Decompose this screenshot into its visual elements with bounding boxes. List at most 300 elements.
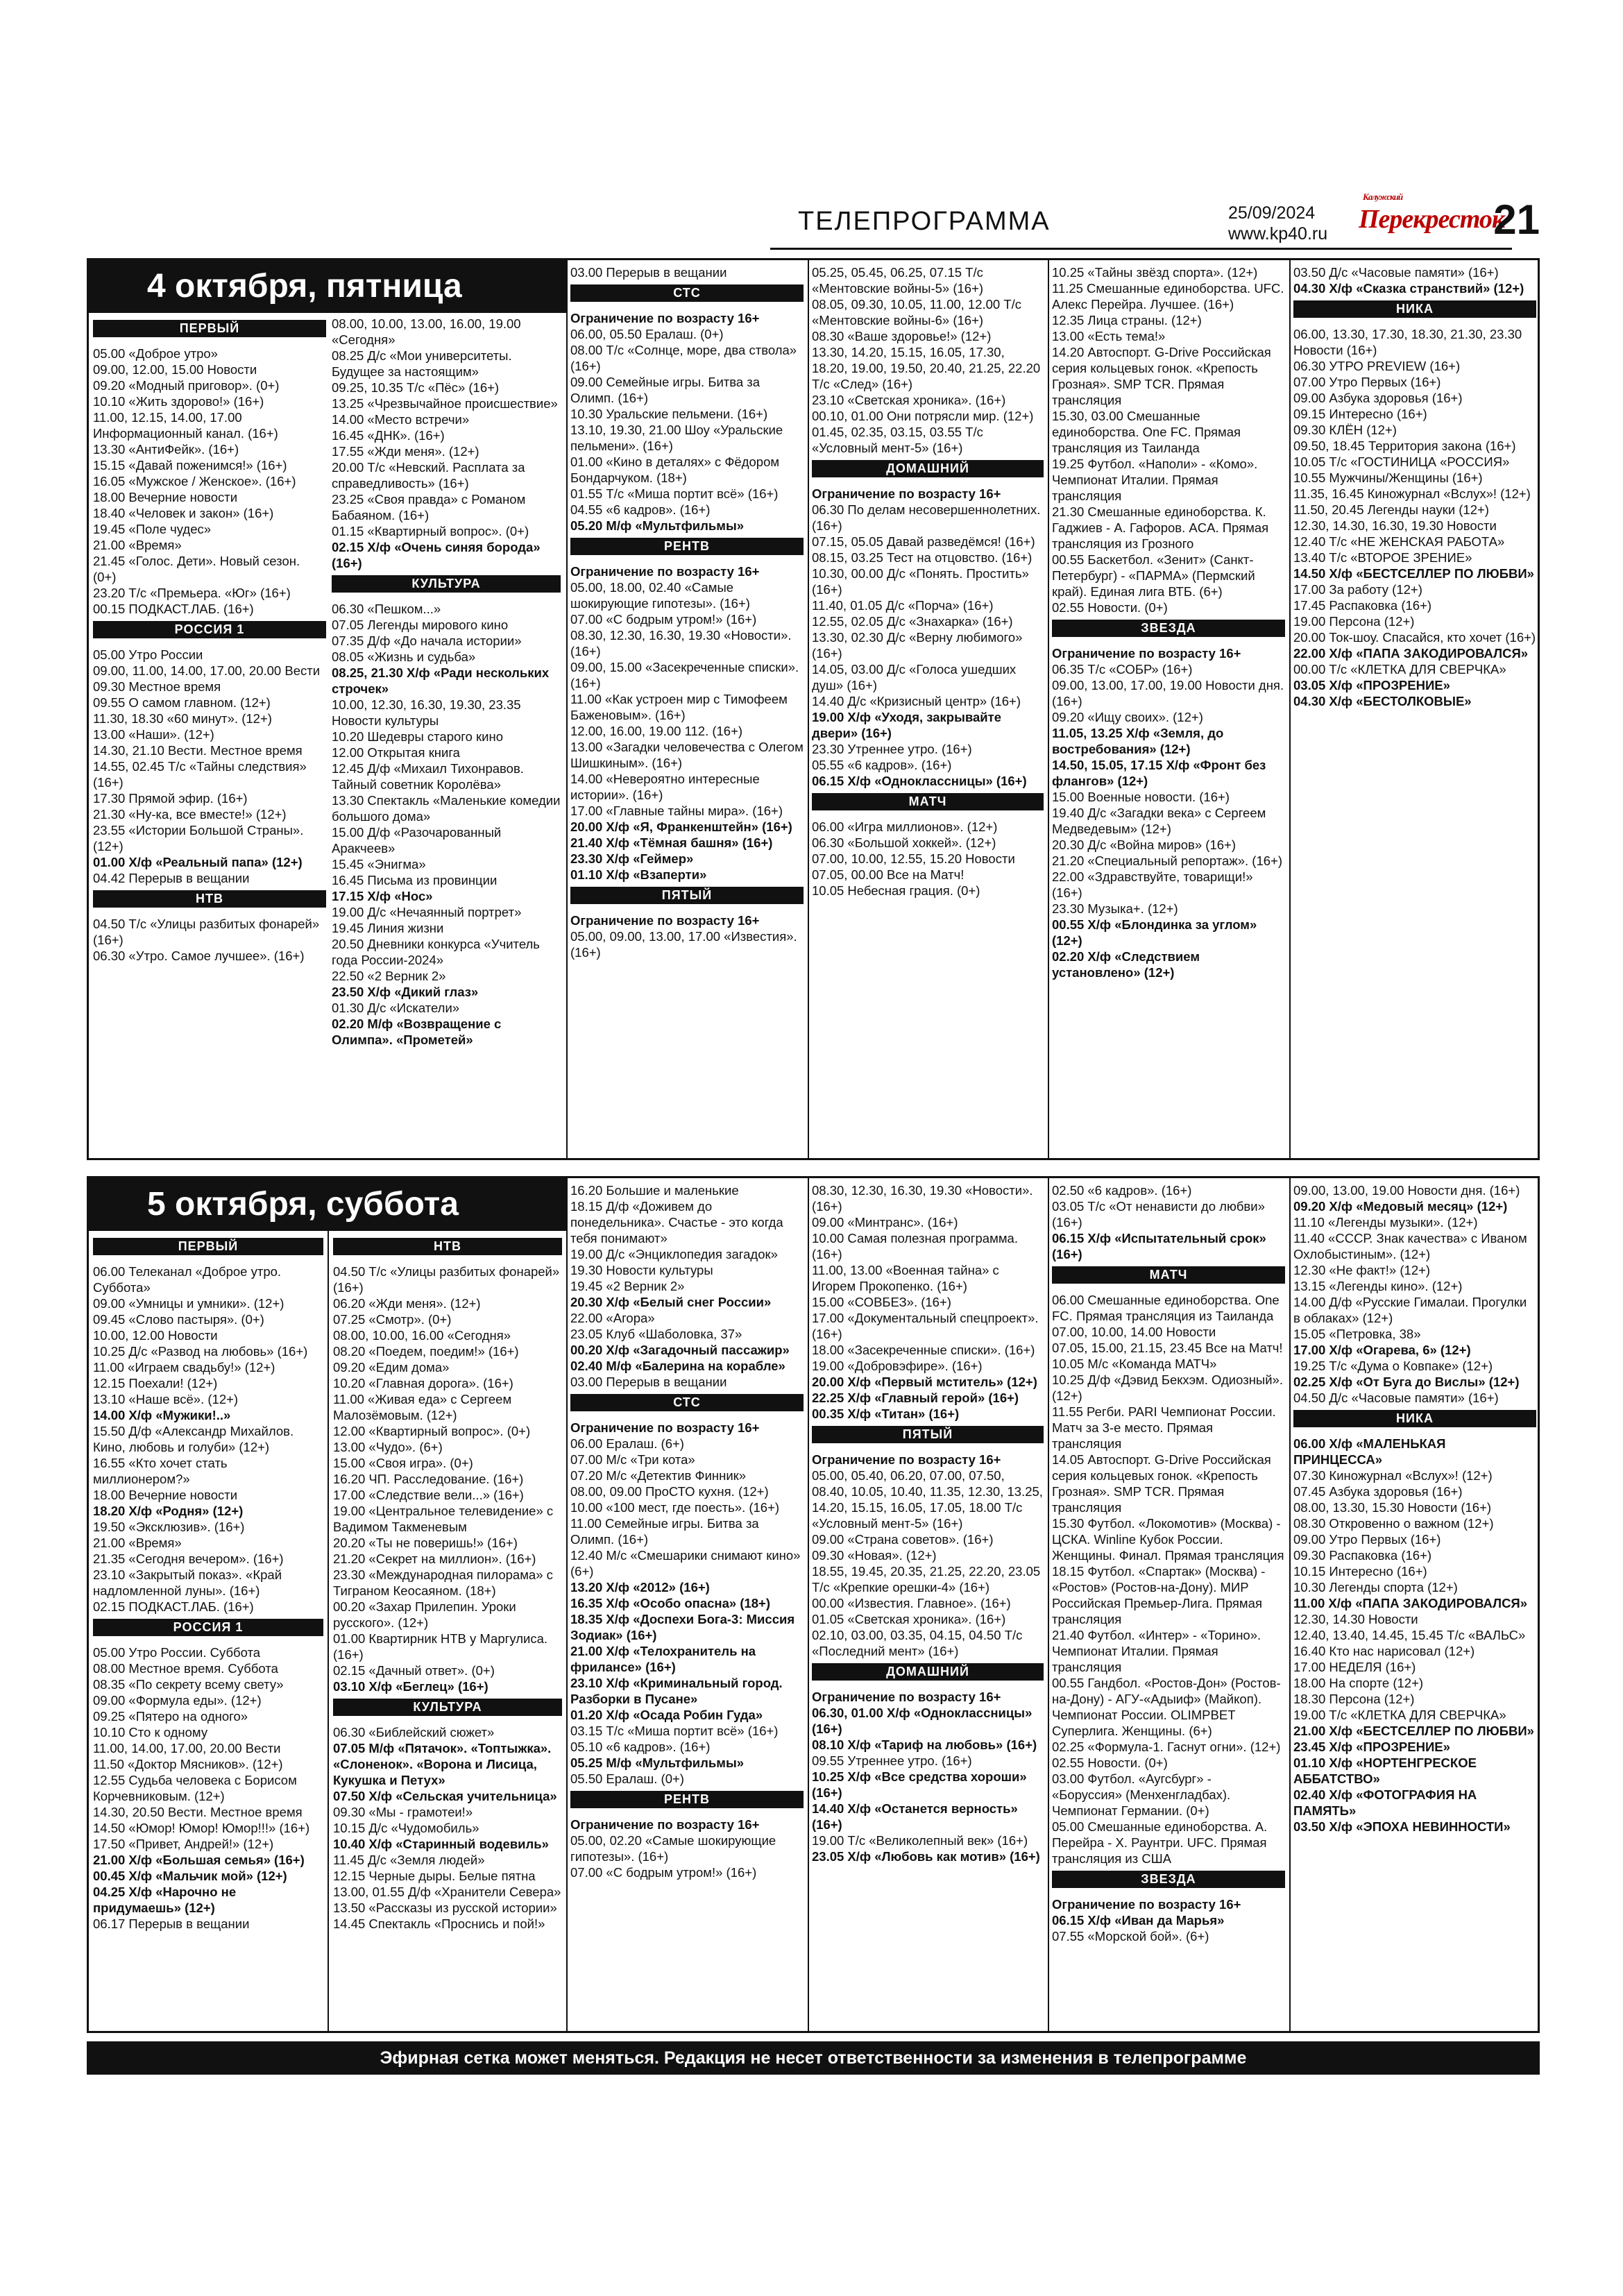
program-entry: 09.30 «Новая». (12+) <box>812 1548 937 1563</box>
program-entry: 11.00 Х/ф «ПАПА ЗАКОДИРОВАЛСЯ» <box>1293 1596 1528 1610</box>
site-url: www.kp40.ru <box>1228 224 1328 244</box>
program-entry: 20.00 Х/ф «Я, Франкенштейн» (16+) <box>570 819 792 834</box>
program-entry: 09.00 «Формула еды». (12+) <box>93 1693 262 1708</box>
program-entry: 07.45 Азбука здоровья (16+) <box>1293 1484 1463 1499</box>
program-entry: 04.50 Т/с «Улицы разбитых фонарей» (16+) <box>93 917 320 947</box>
program-entry: 06.00 Телеканал «Доброе утро. Суббота» <box>93 1264 282 1295</box>
program-entry: 02.40 Х/ф «ФОТОГРАФИЯ НА ПАМЯТЬ» <box>1293 1787 1477 1818</box>
program-entry: 01.05 «Светская хроника». (16+) <box>812 1612 1006 1626</box>
program-entry: 10.05 Небесная грация. (0+) <box>812 883 980 898</box>
logo-word: Перекресток <box>1359 205 1505 234</box>
program-entry: 11.00, 14.00, 17.00, 20.00 Вести <box>93 1741 281 1755</box>
program-entry: 08.30 Откровенно о важном (12+) <box>1293 1516 1494 1531</box>
program-entry: 06.15 Х/ф «Одноклассницы» (16+) <box>812 774 1027 788</box>
program-entry: 18.30 Персона (12+) <box>1293 1692 1415 1706</box>
program-entry: 14.05, 03.00 Д/с «Голоса ушедших душ» (16+) <box>812 662 1017 692</box>
program-entry: 11.45 Д/с «Земля людей» <box>333 1853 485 1867</box>
program-entry: 14.40 Х/ф «Останется верность» (16+) <box>812 1801 1018 1832</box>
program-entry: 14.00 Д/ф «Русские Гималаи. Прогулки в облаках» (12+) <box>1293 1295 1527 1325</box>
program-entry: 21.30 Смешанные единоборства. К. Гаджиев - А. Гафоров. ACA. Прямая трансляция из Грозного <box>1052 504 1269 551</box>
program-entry: 08.15, 03.25 Тест на отцовство. (16+) <box>812 550 1033 565</box>
program-entry: 13.10, 19.30, 21.00 Шоу «Уральские пельмени». (16+) <box>570 423 783 453</box>
program-entry: 13.00 «Есть тема!» <box>1052 329 1166 343</box>
program-entry: 20.00 Т/с «Невский. Расплата за справедливость» (16+) <box>332 460 525 491</box>
program-entry: 09.30 Распаковка (16+) <box>1293 1548 1432 1563</box>
channel-header: НИКА <box>1293 1410 1536 1427</box>
program-entry: 19.45 «2 Верник 2» <box>570 1279 685 1293</box>
day1-column-4 <box>812 264 1044 1157</box>
program-entry: Ограничение по возрасту 16+ <box>1052 646 1241 661</box>
channel-header: РОССИЯ 1 <box>93 621 326 638</box>
program-entry: 17.00 «Следствие вели...» (16+) <box>333 1488 524 1502</box>
program-entry: 11.00, 13.00 «Военная тайна» с Игорем Прокопенко. (16+) <box>812 1263 999 1293</box>
program-entry: 07.55 «Морской бой». (6+) <box>1052 1929 1209 1944</box>
program-entry: 03.05 Т/с «От ненависти до любви» (16+) <box>1052 1199 1265 1230</box>
program-entry: 06.30, 01.00 Х/ф «Одноклассницы» (16+) <box>812 1706 1033 1736</box>
program-entry: 09.55 Утреннее утро. (16+) <box>812 1753 972 1768</box>
day-band-friday <box>87 258 1540 1160</box>
program-entry: 11.00 Семейные игры. Битва за Олимп. (16+) <box>570 1516 759 1547</box>
program-entry: 19.40 Д/с «Загадки века» с Сергеем Медведевым» (12+) <box>1052 806 1266 836</box>
program-entry: 07.00 «С бодрым утром!» (16+) <box>570 612 757 627</box>
program-entry: 17.00 НЕДЕЛЯ (16+) <box>1293 1660 1416 1674</box>
program-entry: 06.15 Х/ф «Иван да Марья» <box>1052 1913 1225 1928</box>
program-entry: 16.20 Большие и маленькие <box>570 1183 739 1198</box>
program-entry: 06.00 Смешанные единоборства. One FC. Прямая трансляция из Таиланда <box>1052 1293 1280 1323</box>
program-entry: 02.40 М/ф «Балерина на корабле» <box>570 1359 785 1373</box>
program-entry: 03.00 Перерыв в вещании <box>570 265 727 280</box>
program-entry: 09.00, 13.00, 19.00 Новости дня. (16+) <box>1293 1183 1520 1198</box>
program-entry: 02.55 Новости. (0+) <box>1052 1755 1168 1770</box>
program-entry: 14.05 Автоспорт. G-Drive Российская серия кольцевых гонок. «Крепость Грозная». SMP TCR. Прямая трансляция <box>1052 1452 1271 1515</box>
program-entry: 15.00 Военные новости. (16+) <box>1052 790 1230 804</box>
issue-date-and-site <box>1228 203 1327 244</box>
program-entry: 11.05, 13.25 Х/ф «Земля, до востребования» (12+) <box>1052 726 1224 756</box>
program-entry: 06.00, 05.50 Ералаш. (0+) <box>570 327 724 341</box>
program-entry: 19.50 «Эксклюзив». (16+) <box>93 1520 245 1534</box>
program-entry: 04.50 Т/с «Улицы разбитых фонарей» (16+) <box>333 1264 560 1295</box>
program-entry: 13.50 «Рассказы из русской истории» <box>333 1900 557 1915</box>
program-entry: 03.15 Т/с «Миша портит всё» (16+) <box>570 1724 779 1738</box>
program-entry: 08.30 «Ваше здоровье!» (12+) <box>812 329 992 343</box>
program-entry: 13.00 «Чудо». (6+) <box>333 1440 443 1454</box>
program-entry: 20.00 Х/ф «Первый мститель» (12+) <box>812 1375 1037 1389</box>
day2-column-3 <box>570 1182 804 2030</box>
program-entry: 09.50, 18.45 Территория закона (16+) <box>1293 439 1516 453</box>
program-entry: 08.25 Д/с «Мои университеты. Будущее за настоящим» <box>332 348 512 379</box>
header-rule <box>770 248 1512 250</box>
program-entry: 13.00, 01.55 Д/ф «Хранители Севера» <box>333 1885 561 1899</box>
program-entry: 23.30 Х/ф «Геймер» <box>570 851 694 866</box>
program-entry: 02.50 «6 кадров». (16+) <box>1052 1183 1192 1198</box>
program-entry: 09.00, 15.00 «Засекреченные списки». (16+) <box>570 660 799 690</box>
day2-column-6 <box>1293 1182 1536 2030</box>
program-entry: 14.45 Спектакль «Проснись и пой!» <box>333 1916 545 1931</box>
program-entry: 09.20 Х/ф «Медовый месяц» (12+) <box>1293 1199 1508 1214</box>
program-entry: 07.35 Д/ф «До начала истории» <box>332 633 522 648</box>
program-entry: 04.42 Перерыв в вещании <box>93 871 250 885</box>
program-entry: 09.00 «Страна советов». (16+) <box>812 1532 994 1547</box>
program-entry: Ограничение по возрасту 16+ <box>570 1420 760 1435</box>
program-entry: 06.00 Х/ф «МАЛЕНЬКАЯ ПРИНЦЕССА» <box>1293 1436 1446 1467</box>
program-entry: 06.30 «Утро. Самое лучшее». (16+) <box>93 949 305 963</box>
program-entry: 22.50 «2 Верник 2» <box>332 969 446 983</box>
program-entry: 01.55 Т/с «Миша портит всё» (16+) <box>570 486 779 501</box>
program-entry: 18.00 На спорте (12+) <box>1293 1676 1424 1690</box>
program-entry: 00.55 Гандбол. «Ростов-Дон» (Ростов-на-Дону) - АГУ-«Адыиф» (Майкоп). Чемпионат России. OLIMPBET Суперлига. Женщины. (6+) <box>1052 1676 1281 1738</box>
program-entry: 09.00 «Умницы и умники». (12+) <box>93 1296 284 1311</box>
program-entry: 00.00 «Известия. Главное». (16+) <box>812 1596 1011 1610</box>
program-entry: 07.50 Х/ф «Сельская учительница» <box>333 1789 557 1803</box>
program-entry: 09.00, 11.00, 14.00, 17.00, 20.00 Вести <box>93 663 321 678</box>
program-entry: 23.30 «Международная пилорама» с Тиграном Кеосаяном. (18+) <box>333 1567 553 1598</box>
program-entry: 05.10 «6 кадров». (16+) <box>570 1740 711 1754</box>
program-entry: 21.20 «Специальный репортаж». (16+) <box>1052 853 1282 868</box>
program-entry: 10.00 Самая полезная программа. (16+) <box>812 1231 1018 1261</box>
program-entry: Ограничение по возрасту 16+ <box>812 1452 1001 1467</box>
program-entry: 22.00 Х/ф «ПАПА ЗАКОДИРОВАЛСЯ» <box>1293 646 1529 661</box>
channel-header: НТВ <box>333 1238 562 1255</box>
program-entry: 05.00, 05.40, 06.20, 07.00, 07.50, 08.40, 10.05, 10.40, 11.35, 12.30, 13.25, 14.20, 15.15, 16.05, 17.05, 18.00 Т/с «Условный мент-5» (16+) <box>812 1468 1043 1531</box>
program-entry: 15.00 «СОВБЕЗ». (16+) <box>812 1295 951 1309</box>
program-entry: 01.10 Х/ф «Взаперти» <box>570 867 707 882</box>
program-entry: 23.45 Х/ф «ПРОЗРЕНИЕ» <box>1293 1740 1450 1754</box>
program-entry: 17.50 «Привет, Андрей!» (12+) <box>93 1837 274 1851</box>
program-entry: 01.00 Х/ф «Реальный папа» (12+) <box>93 855 303 869</box>
program-entry: 08.00 Т/с «Солнце, море, два ствола» (16+) <box>570 343 797 373</box>
program-entry: 05.00 Утро России <box>93 647 203 662</box>
program-entry: 07.05 М/ф «Пятачок». «Топтыжка». «Слоненок». «Ворона и Лисица, Кукушка и Петух» <box>333 1741 552 1787</box>
program-entry: 21.20 «Секрет на миллион». (16+) <box>333 1551 536 1566</box>
program-entry: 09.00, 13.00, 17.00, 19.00 Новости дня. (16+) <box>1052 678 1284 708</box>
day2-column-2 <box>333 1234 562 2030</box>
program-entry: 04.30 Х/ф «Сказка странствий» (12+) <box>1293 281 1524 296</box>
program-entry: 06.30 «Большой хоккей». (12+) <box>812 835 996 850</box>
program-entry: Ограничение по возрасту 16+ <box>812 1690 1001 1704</box>
channel-header: МАТЧ <box>812 793 1044 810</box>
program-entry: 10.05 Т/с «ГОСТИНИЦА «РОССИЯ» <box>1293 454 1510 469</box>
program-entry: 02.15 Х/ф «Очень синяя борода» (16+) <box>332 540 541 570</box>
program-entry: 01.10 Х/ф «НОРТЕНГРЕСКОЕ АББАТСТВО» <box>1293 1755 1477 1786</box>
program-entry: 10.25 Д/ф «Дэвид Бекхэм. Одиозный». (12+) <box>1052 1372 1283 1403</box>
program-entry: 10.30 Легенды спорта (12+) <box>1293 1580 1458 1595</box>
program-entry: 09.25 «Пятеро на одного» <box>93 1709 248 1724</box>
program-entry: 09.30 «Мы - грамотеи!» <box>333 1805 473 1819</box>
program-entry: 15.00 Д/ф «Разочарованный Аракчеев» <box>332 825 502 856</box>
day1-column-1 <box>93 316 326 1157</box>
program-entry: 21.30 «Ну-ка, все вместе!» (12+) <box>93 807 287 822</box>
program-entry: 13.40 Т/с «ВТОРОЕ ЗРЕНИЕ» <box>1293 550 1472 565</box>
program-entry: 18.35 Х/ф «Доспехи Бога-3: Миссия Зодиак» (16+) <box>570 1612 795 1642</box>
day-title-saturday: 5 октября, суббота <box>89 1178 566 1231</box>
program-entry: 14.30, 20.50 Вести. Местное время <box>93 1805 303 1819</box>
program-entry: 21.45 «Голос. Дети». Новый сезон. (0+) <box>93 554 300 584</box>
program-entry: 21.00 Х/ф «БЕСТСЕЛЛЕР ПО ЛЮБВИ» <box>1293 1724 1534 1738</box>
program-entry: Ограничение по возрасту 16+ <box>570 311 760 325</box>
day1-column-3 <box>570 264 804 1157</box>
section-title: ТЕЛЕПРОГРАММА <box>798 207 1051 236</box>
program-entry: 05.00 Утро России. Суббота <box>93 1645 261 1660</box>
program-entry: 17.45 Распаковка (16+) <box>1293 598 1432 613</box>
channel-header: ПЕРВЫЙ <box>93 320 326 337</box>
program-entry: 12.55 Судьба человека с Борисом Корчевниковым. (12+) <box>93 1773 297 1803</box>
program-entry: 10.15 Д/с «Чудомобиль» <box>333 1821 479 1835</box>
program-entry: 10.15 Интересно (16+) <box>1293 1564 1427 1579</box>
program-entry: 03.50 Х/ф «ЭПОХА НЕВИННОСТИ» <box>1293 1819 1511 1834</box>
program-entry: 16.45 «ДНК». (16+) <box>332 428 445 443</box>
program-entry: 21.00 Х/ф «Телохранитель на фрилансе» (16+) <box>570 1644 756 1674</box>
program-entry: 04.30 Х/ф «БЕСТОЛКОВЫЕ» <box>1293 694 1472 708</box>
program-entry: 09.00 «Минтранс». (16+) <box>812 1215 958 1230</box>
program-entry: 02.10, 03.00, 03.35, 04.15, 04.50 Т/с «Последний мент» (16+) <box>812 1628 1023 1658</box>
program-entry: 23.20 Т/с «Премьера. «Юг» (16+) <box>93 586 291 600</box>
program-entry: 14.50 Х/ф «БЕСТСЕЛЛЕР ПО ЛЮБВИ» <box>1293 566 1534 581</box>
program-entry: 12.00 «Квартирный вопрос». (0+) <box>333 1424 531 1438</box>
program-entry: 18.15 Футбол. «Спартак» (Москва) - «Ростов» (Ростов-на-Дону). МИР Российская Премьер-Лига. Прямая трансляция <box>1052 1564 1266 1626</box>
program-entry: 11.30, 18.30 «60 минут». (12+) <box>93 711 272 726</box>
program-entry: 04.25 Х/ф «Нарочно не придумаешь» (12+) <box>93 1885 237 1915</box>
program-entry: 15.05 «Петровка, 38» <box>1293 1327 1421 1341</box>
program-entry: 09.00, 12.00, 15.00 Новости <box>93 362 257 377</box>
program-entry: 08.35 «По секрету всему свету» <box>93 1677 284 1692</box>
program-entry: 13.25 «Чрезвычайное происшествие» <box>332 396 558 411</box>
program-entry: 22.25 Х/ф «Главный герой» (16+) <box>812 1391 1019 1405</box>
program-entry: 02.55 Новости. (0+) <box>1052 600 1168 615</box>
program-entry: 10.20 Шедевры старого кино <box>332 729 503 744</box>
program-entry: 13.30 Спектакль «Маленькие комедии большого дома» <box>332 793 561 824</box>
program-entry: 07.00 Утро Первых (16+) <box>1293 375 1441 389</box>
program-entry: 11.50 «Доктор Мясников». (12+) <box>93 1757 283 1771</box>
program-entry: 16.45 Письма из провинции <box>332 873 498 887</box>
program-entry: 19.00 «Центральное телевидение» с Вадимом Такменевым <box>333 1504 554 1534</box>
program-entry: 07.30 Киножурнал «Вслух»! (12+) <box>1293 1468 1493 1483</box>
program-entry: 08.10 Х/ф «Тариф на любовь» (16+) <box>812 1737 1037 1752</box>
program-entry: 06.30 По делам несовершеннолетних. (16+) <box>812 502 1041 533</box>
program-entry: 19.00 Д/с «Нечаянный портрет» <box>332 905 522 919</box>
program-entry: 00.10, 01.00 Они потрясли мир. (12+) <box>812 409 1034 423</box>
program-entry: 11.25 Смешанные единоборства. UFC. Алекс Перейра. Лучшее. (16+) <box>1052 281 1284 312</box>
channel-header: КУЛЬТУРА <box>332 575 561 593</box>
program-entry: 20.00 Ток-шоу. Спасайся, кто хочет (16+) <box>1293 630 1536 645</box>
program-entry: 10.00 «100 мест, где поесть». (16+) <box>570 1500 780 1515</box>
program-entry: 08.30, 12.30, 16.30, 19.30 «Новости». (16+) <box>812 1183 1033 1214</box>
program-entry: 23.50 Х/ф «Дикий глаз» <box>332 985 479 999</box>
program-entry: 17.00 Х/ф «Огарева, 6» (12+) <box>1293 1343 1471 1357</box>
program-entry: 16.55 «Кто хочет стать миллионером?» <box>93 1456 228 1486</box>
program-entry: 13.30, 14.20, 15.15, 16.05, 17.30, 18.20, 19.00, 19.50, 20.40, 21.25, 22.20 Т/с «След» (16+) <box>812 345 1041 391</box>
program-entry: 12.00, 16.00, 19.00 112. (16+) <box>570 724 743 738</box>
program-entry: 10.00, 12.00 Новости <box>93 1328 218 1343</box>
program-entry: 08.05, 09.30, 10.05, 11.00, 12.00 Т/с «Ментовские войны-6» (16+) <box>812 297 1022 328</box>
program-entry: 01.30 Д/с «Искатели» <box>332 1001 460 1015</box>
program-entry: Информационный канал. (16+) <box>93 426 278 441</box>
program-entry: 21.40 Футбол. «Интер» - «Торино». Чемпионат Италии. Прямая трансляция <box>1052 1628 1261 1674</box>
program-entry: 06.30 «Пешком...» <box>332 602 441 616</box>
program-entry: 01.20 Х/ф «Осада Робин Гуда» <box>570 1708 763 1722</box>
program-entry: 10.25 Д/с «Развод на любовь» (16+) <box>93 1344 308 1359</box>
day2-column-4 <box>812 1182 1044 2030</box>
program-entry: 10.40 Х/ф «Старинный водевиль» <box>333 1837 549 1851</box>
program-entry: 09.30 Местное время <box>93 679 221 694</box>
program-entry: 07.00 «С бодрым утром!» (16+) <box>570 1865 757 1880</box>
program-entry: 19.00 Т/с «Великолепный век» (16+) <box>812 1833 1028 1848</box>
program-entry: 10.30, 00.00 Д/с «Понять. Простить» (16+) <box>812 566 1029 597</box>
program-entry: 17.55 «Жди меня». (12+) <box>332 444 479 459</box>
program-entry: 22.00 «Здравствуйте, товарищи!» (16+) <box>1052 869 1253 900</box>
program-entry: 04.50 Д/с «Часовые памяти» (16+) <box>1293 1391 1499 1405</box>
program-entry: 05.00, 18.00, 02.40 «Самые шокирующие гипотезы». (16+) <box>570 580 750 611</box>
program-entry: 13.00 «Загадки человечества с Олегом Шишкиным». (16+) <box>570 740 804 770</box>
program-entry: 05.25, 05.45, 06.25, 07.15 Т/с «Ментовские войны-5» (16+) <box>812 265 984 296</box>
program-entry: 23.10 Х/ф «Криминальный город. Разборки в Пусане» <box>570 1676 783 1706</box>
program-entry: 07.00, 10.00, 14.00 Новости <box>1052 1325 1216 1339</box>
program-entry: 14.50, 15.05, 17.15 Х/ф «Фронт без флангов» (12+) <box>1052 758 1266 788</box>
program-entry: 03.50 Д/с «Часовые памяти» (16+) <box>1293 265 1499 280</box>
program-entry: 11.40, 01.05 Д/с «Порча» (16+) <box>812 598 994 613</box>
channel-header: НИКА <box>1293 300 1536 318</box>
program-entry: 19.30 Новости культуры <box>570 1263 713 1277</box>
program-entry: 16.40 Кто нас нарисовал (12+) <box>1293 1644 1475 1658</box>
program-entry: 02.25 «Формула-1. Гаснут огни». (12+) <box>1052 1740 1281 1754</box>
program-entry: 05.55 «6 кадров». (16+) <box>812 758 952 772</box>
program-entry: 10.05 М/с «Команда МАТЧ» <box>1052 1357 1217 1371</box>
day-title-friday: 4 октября, пятница <box>89 260 566 313</box>
program-entry: 20.30 Д/с «Война миров» (16+) <box>1052 837 1236 852</box>
program-entry: 18.15 Д/ф «Доживем до понедельника». Счастье - это когда тебя понимают» <box>570 1199 783 1245</box>
channel-header: СТС <box>570 284 804 302</box>
program-entry: 09.20 «Едим дома» <box>333 1360 450 1375</box>
program-entry: 10.30 Уральские пельмени. (16+) <box>570 407 768 421</box>
program-entry: 06.00, 13.30, 17.30, 18.30, 21.30, 23.30 Новости (16+) <box>1293 327 1522 357</box>
program-entry: 00.55 Х/ф «Блондинка за углом» (12+) <box>1052 917 1257 948</box>
program-entry: 14.40 Д/с «Кризисный центр» (16+) <box>812 694 1021 708</box>
program-entry: 03.05 Х/ф «ПРОЗРЕНИЕ» <box>1293 678 1450 692</box>
program-entry: Ограничение по возрасту 16+ <box>812 486 1001 501</box>
program-entry: 16.20 ЧП. Расследование. (16+) <box>333 1472 524 1486</box>
program-entry: 01.00 Квартирник НТВ у Маргулиса. (16+) <box>333 1631 548 1662</box>
program-entry: 14.55, 02.45 Т/с «Тайны следствия» (16+) <box>93 759 307 790</box>
program-entry: 05.20 М/ф «Мультфильмы» <box>570 518 745 533</box>
program-entry: 23.05 Х/ф «Любовь как мотив» (16+) <box>812 1849 1040 1864</box>
program-entry: 13.20 Х/ф «2012» (16+) <box>570 1580 710 1595</box>
program-entry: 18.00 Вечерние новости <box>93 1488 238 1502</box>
program-entry: Ограничение по возрасту 16+ <box>570 1817 760 1832</box>
program-entry: 15.30 Футбол. «Локомотив» (Москва) - ЦСКА. Winline Кубок России. Женщины. Финал. Прямая трансляция <box>1052 1516 1284 1563</box>
program-entry: 23.25 «Своя правда» с Романом Бабаяном. (16+) <box>332 492 526 522</box>
program-entry: 12.45 Д/ф «Михаил Тихонравов. Тайный советник Королёва» <box>332 761 524 792</box>
program-entry: 23.30 Утреннее утро. (16+) <box>812 742 972 756</box>
program-entry: Ограничение по возрасту 16+ <box>1052 1897 1241 1912</box>
program-entry: 22.00 «Агора» <box>570 1311 655 1325</box>
program-entry: 06.17 Перерыв в вещании <box>93 1916 250 1931</box>
channel-header: ДОМАШНИЙ <box>812 460 1044 477</box>
issue-date: 25/09/2024 <box>1228 203 1316 223</box>
program-entry: 18.40 «Человек и закон» (16+) <box>93 506 274 520</box>
program-entry: 15.00 «Своя игра». (0+) <box>333 1456 473 1470</box>
program-entry: 10.25 Х/ф «Все средства хороши» (16+) <box>812 1769 1027 1800</box>
program-entry: 11.00, 12.15, 14.00, 17.00 <box>93 410 242 425</box>
program-entry: 05.00, 02.20 «Самые шокирующие гипотезы». (16+) <box>570 1833 776 1864</box>
program-entry: 10.55 Мужчины/Женщины (16+) <box>1293 470 1483 485</box>
program-entry: 01.00 «Кино в деталях» с Фёдором Бондарчуком. (18+) <box>570 454 780 485</box>
program-entry: 17.00 «Документальный спецпроект». (16+) <box>812 1311 1039 1341</box>
program-entry: 19.45 Линия жизни <box>332 921 444 935</box>
program-entry: 23.30 Музыка+. (12+) <box>1052 901 1178 916</box>
program-entry: 19.00 Д/с «Энциклопедия загадок» <box>570 1247 778 1261</box>
channel-header: ПЕРВЫЙ <box>93 1238 323 1255</box>
program-entry: 12.35 Лица страны. (12+) <box>1052 313 1202 328</box>
program-entry: 23.10 «Закрытый показ». «Край надломленной луны». (16+) <box>93 1567 282 1598</box>
program-entry: 06.35 Т/с «СОБР» (16+) <box>1052 662 1193 677</box>
program-entry: 14.50 «Юмор! Юмор! Юмор!!!» (16+) <box>93 1821 310 1835</box>
newspaper-logo <box>1359 192 1511 237</box>
program-entry: 10.25 «Тайны звёзд спорта». (12+) <box>1052 265 1258 280</box>
program-entry: 06.00 Ералаш. (6+) <box>570 1436 684 1451</box>
program-entry: 18.00 «Засекреченные списки». (16+) <box>812 1343 1035 1357</box>
program-entry: 19.00 Т/с «КЛЕТКА ДЛЯ СВЕРЧКА» <box>1293 1708 1506 1722</box>
program-entry: 12.15 Поехали! (12+) <box>93 1376 218 1391</box>
program-entry: 07.00 М/с «Три кота» <box>570 1452 695 1467</box>
day2-column-1 <box>93 1234 323 2030</box>
program-entry: 13.10 «Наше всё». (12+) <box>93 1392 239 1406</box>
program-entry: 12.40 М/с «Смешарики снимают кино» (6+) <box>570 1548 801 1579</box>
program-entry: 09.55 О самом главном. (12+) <box>93 695 271 710</box>
program-entry: 16.35 Х/ф «Особо опасна» (18+) <box>570 1596 771 1610</box>
program-entry: 12.30 «Не факт!» (12+) <box>1293 1263 1431 1277</box>
program-entry: 21.40 Х/ф «Тёмная башня» (16+) <box>570 835 773 850</box>
program-entry: 14.20 Автоспорт. G-Drive Российская серия кольцевых гонок. «Крепость Грозная». SMP TCR. Прямая трансляция <box>1052 345 1271 407</box>
program-entry: 11.00 «Живая еда» с Сергеем Малозёмовым. (12+) <box>333 1392 512 1422</box>
program-entry: 08.20 «Поедем, поедим!» (16+) <box>333 1344 519 1359</box>
program-entry: 12.30, 14.30 Новости <box>1293 1612 1418 1626</box>
program-entry: 08.00, 10.00, 13.00, 16.00, 19.00 «Сегодня» <box>332 316 521 347</box>
day-band-saturday <box>87 1176 1540 2033</box>
program-entry: 01.45, 02.35, 03.15, 03.55 Т/с «Условный мент-5» (16+) <box>812 425 983 455</box>
program-entry: 09.25, 10.35 Т/с «Пёс» (16+) <box>332 380 500 395</box>
program-entry: 05.00, 09.00, 13.00, 17.00 «Известия». (16+) <box>570 929 797 960</box>
program-entry: 13.15 «Легенды кино». (12+) <box>1293 1279 1463 1293</box>
program-entry: 07.20 М/с «Детектив Финник» <box>570 1468 747 1483</box>
program-entry: 21.00 Х/ф «Большая семья» (16+) <box>93 1853 305 1867</box>
program-entry: 04.55 «6 кадров». (16+) <box>570 502 711 517</box>
program-entry: 08.00 Местное время. Суббота <box>93 1661 278 1676</box>
program-entry: 00.45 Х/ф «Мальчик мой» (12+) <box>93 1869 287 1883</box>
program-entry: 02.15 ПОДКАСТ.ЛАБ. (16+) <box>93 1599 254 1614</box>
program-entry: 03.00 Футбол. «Аугсбург» - «Боруссия» (Менхенгладбах). Чемпионат Германии. (0+) <box>1052 1771 1231 1818</box>
program-entry: 11.00 «Как устроен мир с Тимофеем Баженовым». (16+) <box>570 692 788 722</box>
program-entry: 07.00, 10.00, 12.55, 15.20 Новости <box>812 851 1015 866</box>
program-entry: 19.45 «Поле чудес» <box>93 522 212 536</box>
program-entry: 03.10 Х/ф «Беглец» (16+) <box>333 1679 488 1694</box>
program-entry: 19.25 Футбол. «Наполи» - «Комо». Чемпионат Италии. Прямая трансляция <box>1052 457 1258 503</box>
program-entry: 11.35, 16.45 Киножурнал «Вслух»! (12+) <box>1293 486 1531 501</box>
program-entry: 11.55 Регби. PARI Чемпионат России. Матч за 3-е место. Прямая трансляция <box>1052 1404 1276 1451</box>
program-entry: 13.00 «Наши». (12+) <box>93 727 214 742</box>
program-entry: 00.55 Баскетбол. «Зенит» (Санкт-Петербург) - «ПАРМА» (Пермский край). Единая лига ВТБ. (6+) <box>1052 552 1255 599</box>
program-entry: 14.00 «Место встречи» <box>332 412 470 427</box>
program-entry: 20.30 Х/ф «Белый снег России» <box>570 1295 772 1309</box>
program-entry: 09.45 «Слово пастыря». (0+) <box>93 1312 264 1327</box>
program-entry: 10.00, 12.30, 16.30, 19.30, 23.35 Новости культуры <box>332 697 521 728</box>
day1-column-2 <box>332 316 561 1157</box>
program-entry: 01.15 «Квартирный вопрос». (0+) <box>332 524 529 538</box>
program-entry: 21.35 «Сегодня вечером». (16+) <box>93 1551 284 1566</box>
program-entry: 21.00 «Время» <box>93 1536 182 1550</box>
program-entry: 07.05 Легенды мирового кино <box>332 618 509 632</box>
program-entry: 02.25 Х/ф «От Буга до Вислы» (12+) <box>1293 1375 1520 1389</box>
program-entry: 12.55, 02.05 Д/с «Знахарка» (16+) <box>812 614 1013 629</box>
program-entry: 05.50 Ералаш. (0+) <box>570 1771 684 1786</box>
